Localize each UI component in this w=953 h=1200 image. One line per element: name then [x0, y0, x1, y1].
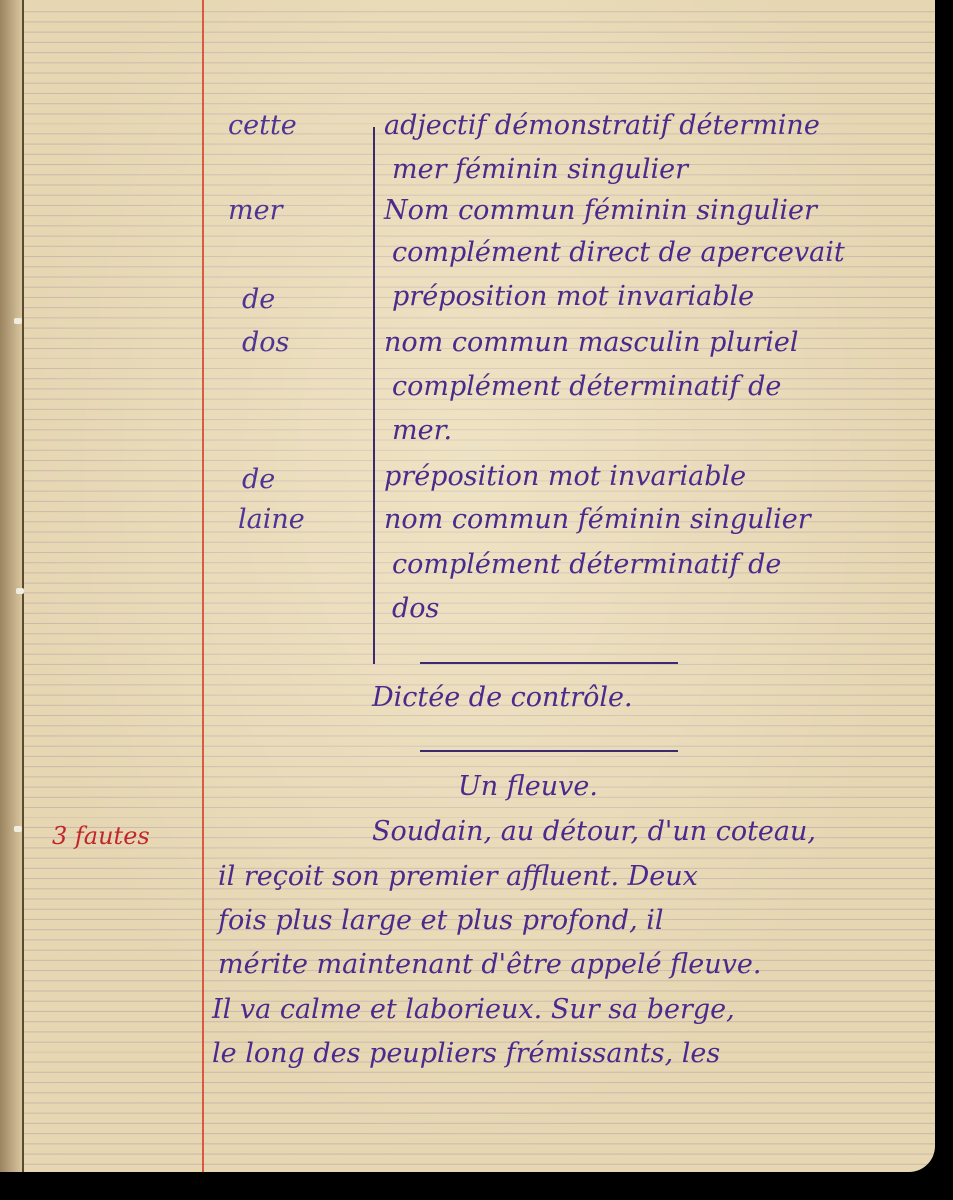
notebook-spine [0, 0, 22, 1172]
dictation-line: Il va calme et laborieux. Sur sa berge, [212, 994, 735, 1025]
analysis-line: complément déterminatif de [392, 549, 782, 580]
binding-thread [14, 826, 22, 832]
dictation-line: le long des peupliers frémissants, les [212, 1038, 721, 1069]
analysis-line: dos [392, 593, 440, 624]
analysis-line: nom commun masculin pluriel [384, 327, 799, 358]
analysis-line: complément déterminatif de [392, 371, 782, 402]
analysis-line: préposition mot invariable [384, 461, 747, 492]
analysis-word: de [242, 464, 276, 495]
analysis-word: de [242, 284, 276, 315]
spine-shadow-line [22, 0, 24, 1172]
analysis-bracket [373, 127, 375, 664]
dictation-line: mérite maintenant d'être appelé fleuve. [218, 949, 762, 980]
analysis-line: préposition mot invariable [392, 281, 755, 312]
dictation-title: Un fleuve. [458, 771, 598, 802]
analysis-word: cette [228, 110, 297, 141]
margin-line [202, 0, 204, 1172]
separator-rule [420, 662, 678, 664]
analysis-line: complément direct de apercevait [392, 237, 845, 268]
analysis-line: Nom commun féminin singulier [384, 195, 817, 226]
separator-rule [420, 750, 678, 752]
section-heading: Dictée de contrôle. [372, 682, 633, 713]
dictation-line: il reçoit son premier affluent. Deux [218, 861, 698, 892]
binding-thread [16, 588, 24, 594]
analysis-word: mer [228, 195, 283, 226]
teacher-correction-note: 3 fautes [52, 822, 150, 850]
analysis-word: dos [242, 327, 290, 358]
analysis-line: mer. [392, 415, 453, 446]
dictation-line: fois plus large et plus profond, il [218, 905, 664, 936]
binding-thread [14, 318, 22, 324]
analysis-line: nom commun féminin singulier [384, 504, 811, 535]
analysis-line: mer féminin singulier [392, 154, 688, 185]
analysis-line: adjectif démonstratif détermine [384, 110, 820, 141]
analysis-word: laine [238, 504, 305, 535]
dictation-line: Soudain, au détour, d'un coteau, [372, 816, 816, 847]
